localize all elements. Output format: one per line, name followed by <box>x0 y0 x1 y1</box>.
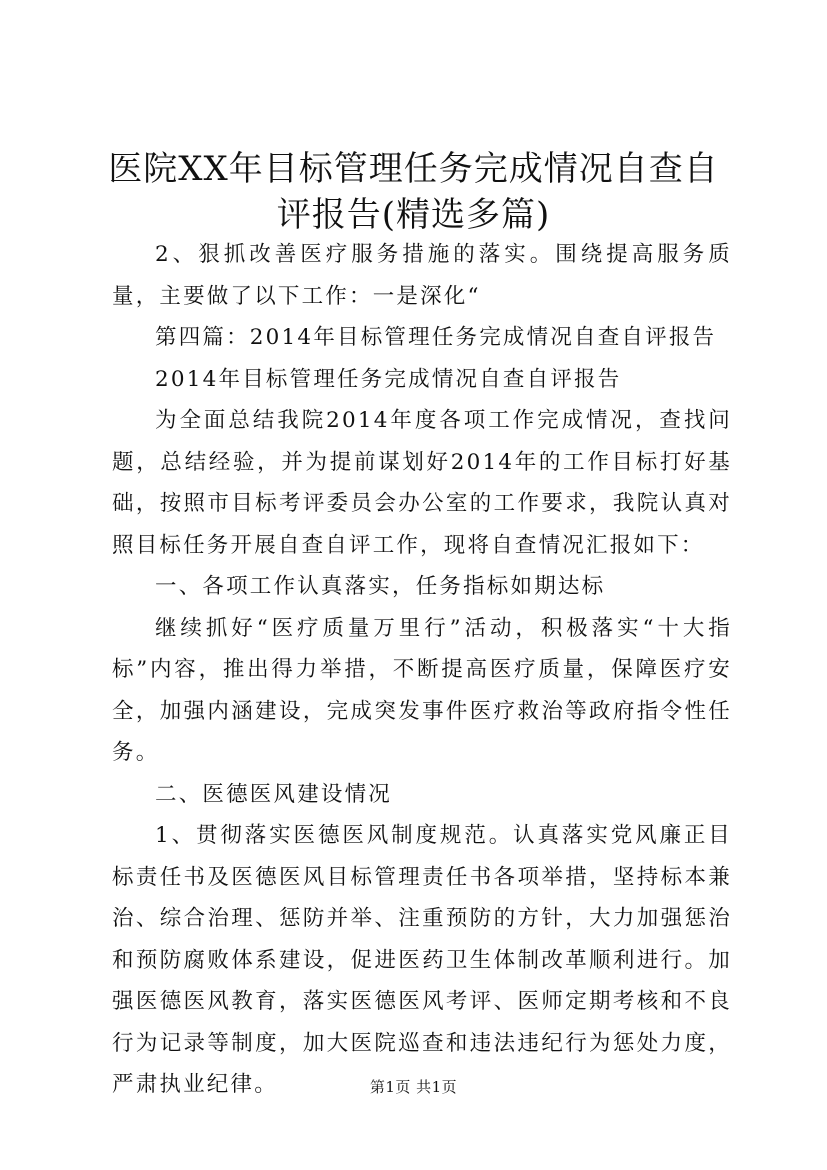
section-heading: 二、医德医风建设情况 <box>155 781 393 807</box>
paragraph: 1、贯彻落实医德医风制度规范。认真落实党风廉正目标责任书及医德医风目标管理责任书各项举措，坚持标本兼治、综合治理、惩防并举、注重预防的方针，大力加强惩治和预防腐败体系建设，促进医药卫生体制改革顺利进行。加强医德医风教育，落实医德医风考评、医师定期考核和不良行为记录等制度，加大医院巡查和违法违纪行为惩处力度，严肃执业纪律。 <box>112 823 732 1097</box>
section-heading: 第四篇：2014年目标管理任务完成情况自查自评报告 <box>155 325 717 350</box>
page-number-footer: 第1页 共1页 <box>369 1078 458 1096</box>
document-title: 医院XX年目标管理任务完成情况自查自评报告(精选多篇) <box>108 149 719 235</box>
paragraph: 为全面总结我院2014年度各项工作完成情况，查找问题，总结经验，并为提前谋划好2014年的工作目标打好基础，按照市目标考评委员会办公室的工作要求，我院认真对照目标任务开展自查自评工作，现将自查情况汇报如下： <box>112 408 732 558</box>
section-heading: 一、各项工作认真落实，任务指标如期达标 <box>155 574 606 599</box>
section-heading: 2014年目标管理任务完成情况自查自评报告 <box>155 366 622 392</box>
document-body <box>112 234 732 1106</box>
paragraph: 2、狠抓改善医疗服务措施的落实。围绕提高服务质量，主要做了以下工作：一是深化“ <box>112 242 732 309</box>
paragraph: 继续抓好“医疗质量万里行”活动，积极落实“十大指标”内容，推出得力举措，不断提高医疗质量，保障医疗安全，加强内涵建设，完成突发事件医疗救治等政府指令性任务。 <box>112 615 732 765</box>
